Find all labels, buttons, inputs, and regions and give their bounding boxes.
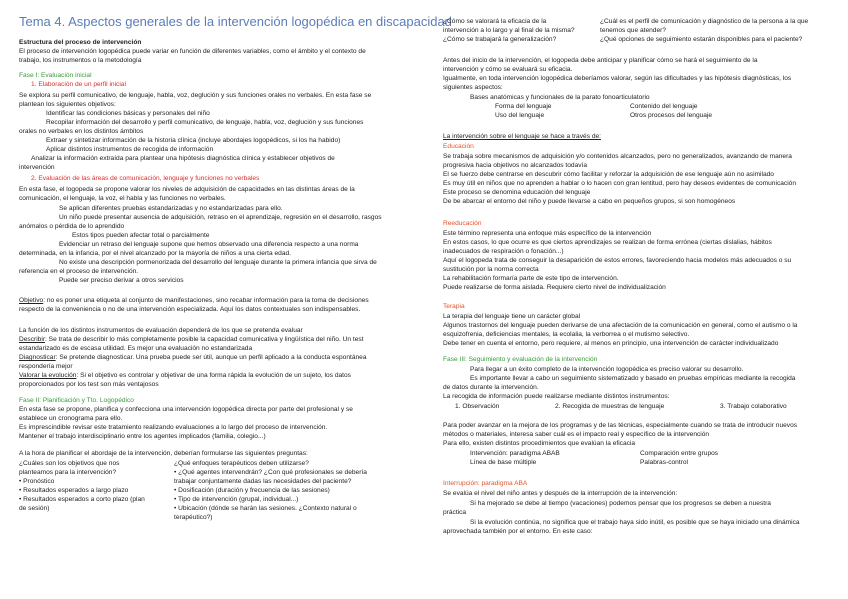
describe-label: Describir (19, 336, 46, 343)
reeducation-title: Reeducación (443, 220, 482, 227)
text-line: establece un cronograma para ello. (19, 415, 123, 422)
text-line: plantean los siguientes objetivos: (19, 101, 116, 108)
text-line: comunicación, el lenguaje, la voz, el habla y las funciones no verbales. (19, 195, 226, 202)
text-line: determinada, en la infancia, por el nivel alcanzado por la mayoría de niños a una cierta edad. (19, 250, 291, 257)
text-line: Puede realizarse de forma aislada. Requiere cierto nivel de individualización (443, 284, 666, 291)
diagnose-text: : Se pretende diagnosticar. Una prueba puede ser útil, aunque un perfil aplicado a la conducta espontánea (55, 354, 367, 361)
phase-1-title: Fase I: Evaluación inicial (19, 72, 92, 79)
list-item: de sesión) (19, 505, 50, 512)
text-line: orales no verbales en los distintos ámbitos (19, 128, 144, 135)
text-line: aprovechada también por el entorno. En este caso: (443, 528, 593, 535)
list-item: • ¿Qué agentes intervendrán? ¿Con qué profesionales se debería (174, 469, 367, 476)
text-line: proporcionados por los test son más ventajosos (19, 381, 159, 388)
text-line: Debe tener en cuenta el entorno, pero requiere, al menos en principio, una intervención de carácter individualizado (443, 340, 779, 347)
text-line: respondería mejor (19, 363, 73, 370)
text-line: Es muy útil en niños que no aprenden a hablar o lo hacen con gran lentitud, pero hay deseos evidentes de comunicación (443, 180, 797, 187)
text-line: Se evalúa el nivel del niño antes y después de la interrupción de la intervención: (443, 490, 678, 497)
text-line: Algunos trastornos del lenguaje pueden derivarse de una afectación de la comunicación en general, como el autismo o la (443, 322, 798, 329)
list-item: • Pronóstico (19, 478, 55, 485)
text-line: La función de los distintos instrumentos de evaluación dependerá de los que se pretenda evaluar (19, 327, 303, 334)
text-line: La recogida de información puede realizarse mediante distintos instrumentos: (443, 393, 670, 400)
aspect-item: Contenido del lenguaje (630, 103, 698, 110)
text-line: inadecuados de respiración o fonación...) (443, 248, 564, 255)
list-item: planteamos para la intervención? (19, 469, 117, 476)
instrument-item: 1. Observación (455, 403, 500, 410)
text-line: Recopilar información del desarrollo y perfil comunicativo, de lenguaje, habla, voz, deglución y sus funciones (46, 119, 364, 126)
text-line: La terapia del lenguaje tiene un carácter global (443, 313, 581, 320)
text-line: Si ha mejorado se debe al tiempo (vacaciones) podemos pensar que los progresos se deben a nuestra (470, 500, 771, 507)
list-item: • Resultados esperados a largo plazo (19, 487, 129, 494)
text-line: práctica (443, 509, 467, 516)
list-item: trabajar conjuntamente dadas las necesidades del paciente? (174, 478, 352, 485)
text-line: Se aplican diferentes pruebas estandarizadas y no estandarizadas para ello. (59, 205, 283, 212)
diagnose-paragraph (19, 354, 367, 363)
text-line: Evidenciar un retraso del lenguaje supone que hemos observado una diferencia respecto a una norma (59, 241, 359, 248)
instrument-item: 3. Trabajo colaborativo (720, 403, 787, 410)
question: ¿Cómo se valorará la eficacia de la (443, 18, 547, 25)
list-item: terapéutico?) (174, 514, 213, 521)
intro-line-1: El proceso de intervención logopédica puede variar en función de diferentes variables, como el ámbito y el contexto de (19, 48, 366, 55)
education-title: Educación (443, 143, 474, 150)
question: intervención a lo largo y al final de la misma? (443, 27, 575, 34)
question: ¿Qué opciones de seguimiento estarán disponibles para el paciente? (600, 36, 803, 43)
aspect-item: Forma del lenguaje (495, 103, 552, 110)
list-item: • Ubicación (dónde se harán las sesiones. ¿Contexto natural o (174, 505, 357, 512)
interruption-title: Interrupción: paradigma ABA (443, 480, 528, 487)
text-line: Se trabaja sobre mecanismos de adquisición y/o contenidos alcanzados, pero no generalizados, avanzando de manera (443, 153, 792, 160)
question: tenemos que atender? (600, 27, 666, 34)
text-line: Es imprescindible revisar este tratamiento realizando evaluaciones a lo largo del proceso de intervención. (19, 424, 328, 431)
text-line: En esta fase se propone, planifica y confecciona una intervención logopédica directa por parte del profesional y se (19, 406, 353, 413)
text-line: Aquí el logopeda trata de conseguir la desaparición de estos errores, favoreciendo hacia modelos más adecuados o su (443, 257, 792, 264)
objective-paragraph (19, 297, 369, 306)
question: ¿Cuál es el perfil de comunicación y diagnóstico de la persona a la que (600, 18, 809, 25)
describe-text: : Se trata de describir lo más completamente posible la capacidad comunicativa y lingüística del niño. Un test (45, 336, 364, 343)
text-line: Este término representa una enfoque más específico de la intervención (443, 230, 652, 237)
list-item: • Tipo de intervención (grupal, individual...) (174, 496, 299, 503)
text-line: Para ello, existen distintos procedimientos que evalúan la eficacia (443, 440, 636, 447)
text-line: Antes del inicio de la intervención, el logopeda debe anticipar y planificar cómo se hará el seguimiento de la (443, 57, 758, 64)
text-line: intervención (19, 164, 55, 171)
text-line: El se fuerzo debe centrarse en descubrir cómo facilitar y reforzar la adquisición de ese lenguaje aún no asimilado (443, 171, 774, 178)
text-line: No existe una descripción pormenorizada del desarrollo del lenguaje durante la primera infancia que sirva de (59, 259, 377, 266)
phase-1-item-1: 1. Elaboración de un perfil inicial (31, 81, 126, 88)
text-line: La rehabilitación formaría parte de este tipo de intervención. (443, 275, 619, 282)
procedure-item: Palabras-control (640, 459, 689, 466)
list-item: • Dosificación (duración y frecuencia de las sesiones) (174, 487, 330, 494)
text-line: Puede ser preciso derivar a otros servicios (59, 277, 184, 284)
procedure-item: Comparación entre grupos (640, 450, 719, 457)
phase-3-title: Fase III: Seguimiento y evaluación de la intervención (443, 356, 598, 363)
instrument-item: 2. Recogida de muestras de lenguaje (555, 403, 665, 410)
question: ¿Cómo se trabajará la generalización? (443, 36, 557, 43)
text-line: métodos o materiales, interesa saber cuál es el impacto real y específico de la intervención (443, 431, 710, 438)
text-line: Igualmente, en toda intervención logopédica deberíamos valorar, según las dificultades y las hipótesis diagnósticas, los (443, 75, 792, 82)
text-line: Un niño puede presentar ausencia de adquisición, retraso en el aprendizaje, regresión en el desarrollo, rasgos (59, 214, 382, 221)
aspect-item: Otros procesos del lenguaje (630, 112, 713, 119)
text-line: Este proceso se denomina educación del lenguaje (443, 189, 591, 196)
intervention-title: La intervención sobre el lenguaje se hace a través de: (443, 133, 601, 140)
text-line: Identificar las condiciones básicas y personales del niño (46, 110, 210, 117)
text-line: respecto de la conveniencia o no de una intervención especializada. Aquí los datos contextuales son indispensables. (19, 306, 361, 313)
text-line: Para poder avanzar en la mejora de los programas y de las técnicas, especialmente cuando se trata de introducir nuevos (443, 422, 798, 429)
evolution-paragraph (19, 372, 351, 381)
phase-2-title: Fase II: Planificación y Tto. Logopédico (19, 397, 134, 404)
list-item: ¿Qué enfoques terapéuticos deben utilizarse? (174, 460, 309, 467)
text-line: En esta fase, el logopeda se propone valorar los niveles de adquisición de capacidades en las distintas áreas de la (19, 186, 355, 193)
text-line: Para llegar a un éxito completo de la intervención logopédica es preciso valorar su desarrollo. (470, 366, 744, 373)
document-title: Tema 4. Aspectos generales de la intervención logopédica en discapacidad (19, 14, 452, 29)
text-line: estandarizado es de escasa utilidad. Es mejor una evaluación no estandarizada (19, 345, 253, 352)
text-line: A la hora de planificar el abordaje de la intervención, deberían formularse las siguientes preguntas: (19, 450, 308, 457)
diagnose-label: Diagnosticar (19, 354, 56, 361)
text-line: Extraer y sintetizar información de la historia clínica (incluye abordajes logopédicos, si los ha habido) (46, 137, 341, 144)
procedure-item: Intervención: paradigma ABAB (470, 450, 560, 457)
evolution-text: : Si el objetivo es controlar y objetivar de una forma rápida la evolución de un sujeto, los datos (76, 372, 351, 379)
objective-label: Objetivo (19, 297, 44, 304)
aspects-title: Bases anatómicas y funcionales de la parato fonoarticulatorio (470, 94, 650, 101)
text-line: Es importante llevar a cabo un seguimiento sistematizado y basado en pruebas empíricas mediante la recogida (470, 375, 796, 382)
text-line: En estos casos, lo que ocurre es que ciertos aprendizajes se realizan de forma errónea (ciertas dislalias, hábitos (443, 239, 772, 246)
intro-line-2: trabajo, los instrumentos o la metodología (19, 57, 142, 64)
objective-text: : no es poner una etiqueta al conjunto de manifestaciones, sino recabar información para la toma de decisiones (43, 297, 369, 304)
text-line: siguientes aspectos: (443, 84, 503, 91)
list-item: ¿Cuáles son los objetivos que nos (19, 460, 120, 467)
text-line: Aplicar distintos instrumentos de recogida de información (46, 146, 214, 153)
text-line: Se explora su perfil comunicativo, de lenguaje, habla, voz, deglución y sus funciones orales no verbales. En esta fase se (19, 92, 372, 99)
text-line: Si la evolución continúa, no significa que el trabajo haya sido inútil, es posible que se haya iniciado una dinámica (470, 519, 800, 526)
text-line: intervención y cómo se evaluará su eficacia. (443, 66, 573, 73)
list-item: • Resultados esperados a corto plazo (plan (19, 496, 145, 503)
evolution-label: Valorar la evolución (19, 372, 77, 379)
text-line: anómalos o pérdida de lo aprendido (19, 223, 125, 230)
describe-paragraph (19, 336, 364, 345)
text-line: Estos tipos pueden afectar total o parcialmente (72, 232, 210, 239)
text-line: Mantener el trabajo interdisciplinario entre los agentes implicados (familia, colegio...) (19, 433, 266, 440)
text-line: Analizar la información extraída para plantear una hipótesis diagnóstica clínica y establecer objetivos de (31, 155, 335, 162)
text-line: esquizofrenia, deficiencias mentales, la ecolalia, la verborrea o el mutismo selectivo. (443, 331, 690, 338)
therapy-title: Terapia (443, 303, 465, 310)
text-line: de datos durante la intervención. (443, 384, 539, 391)
aspect-item: Uso del lenguaje (495, 112, 545, 119)
text-line: sustitución por la norma correcta (443, 266, 539, 273)
phase-1-item-2: 2. Evaluación de las áreas de comunicación, lenguaje y funciones no verbales (31, 175, 260, 182)
text-line: progresiva hacia objetivos no alcanzados todavía (443, 162, 588, 169)
procedure-item: Línea de base múltiple (470, 459, 537, 466)
text-line: referencia en el proceso de intervención. (19, 268, 139, 275)
text-line: De be abarcar el entorno del niño y puede llevarse a cabo en pequeños grupos, si son homogéneos (443, 198, 736, 205)
section-heading: Estructura del proceso de intervención (19, 39, 142, 46)
